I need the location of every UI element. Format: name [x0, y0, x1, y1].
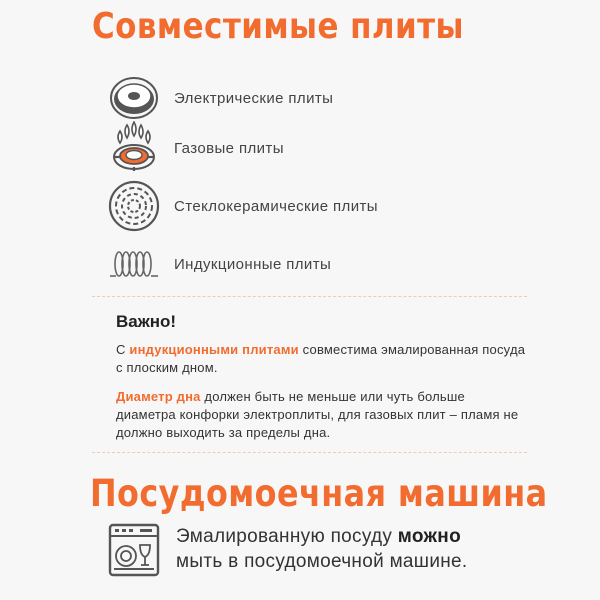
gas-burner-icon	[106, 120, 162, 176]
stove-label: Газовые плиты	[174, 139, 284, 157]
electric-hob-icon	[106, 70, 162, 126]
stove-label: Индукционные плиты	[174, 255, 332, 273]
section-title-dishwasher: Посудомоечная машина	[90, 472, 548, 515]
important-heading: Важно!	[116, 312, 177, 331]
divider	[92, 296, 527, 297]
important-paragraph-2: Диаметр дна должен быть не меньше или чуть больше диаметра конфорки электроплиты, для газовых плит – пламя не должно выходить за пределы дна.	[116, 389, 519, 440]
glass-ceramic-hob-icon	[106, 178, 162, 234]
stove-label: Электрические плиты	[174, 89, 334, 107]
induction-coil-icon	[106, 236, 162, 292]
stove-label: Стеклокерамические плиты	[174, 197, 378, 215]
dishwasher-icon	[108, 523, 160, 577]
stove-item-glass-ceramic	[106, 178, 378, 234]
dishwasher-text: Эмалированную посуду можно мыть в посудомоечной машине.	[176, 526, 468, 572]
important-paragraph-1: С индукционными плитами совместима эмалированная посуда с плоским дном.	[116, 342, 526, 375]
stove-item-induction	[106, 236, 331, 292]
divider	[92, 452, 527, 453]
page-title: Совместимые плиты	[92, 6, 464, 47]
stove-item-gas	[106, 120, 284, 176]
stove-item-electric	[106, 70, 333, 126]
